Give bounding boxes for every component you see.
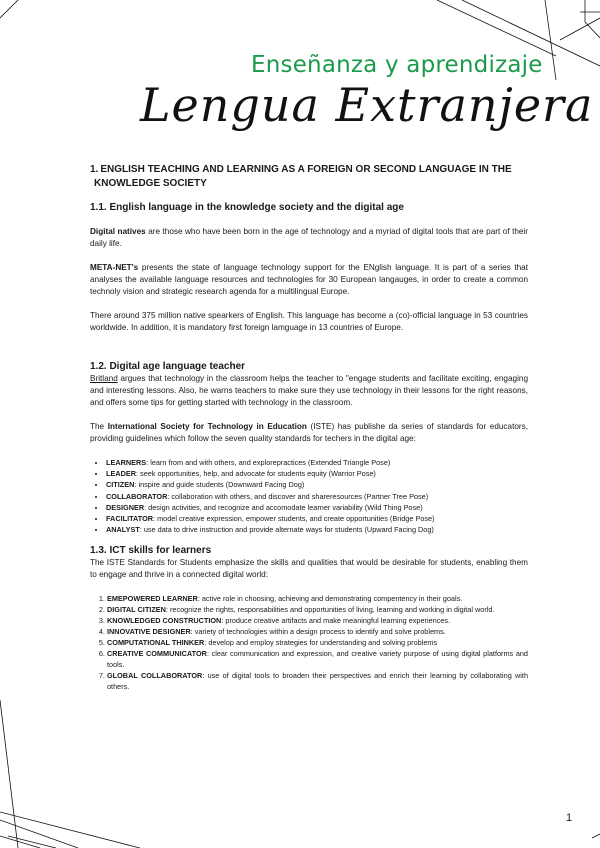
list-item	[107, 637, 528, 648]
list-item-term: COMPUTATIONAL THINKER	[107, 638, 205, 648]
list-item-text: : design activities, and recognize and accomodate learner variability (Wild Thing Pose)	[144, 502, 423, 512]
list-item-text: : inspire and guide students (Downward Facing Dog)	[134, 480, 305, 490]
paragraph-english-speakers: There around 375 million native spearkers of English. This language has become a (co)-official language in 53 countries worldwide. In addition, it is mandatory first foreign lamguage in 13 countries of Europe.	[90, 311, 528, 332]
list-item	[107, 648, 528, 670]
list-item	[107, 604, 528, 615]
paragraph-text: presents the state of language technology support for the ENglish language. It is part of a series that analyses the available language resources and technologies for 30 European langauges, in order to create a common technoly vision and strategic research agenda for a multilingual Europe.	[90, 263, 528, 296]
list-item-term: INNOVATIVE DESIGNER	[107, 627, 191, 637]
list-item	[106, 513, 528, 524]
teacher-standards-list	[90, 457, 528, 535]
list-item-term: ANALYST	[106, 525, 140, 535]
paragraph-meta-net	[90, 262, 528, 298]
section-1-2-heading: 1.2. Digital age language teacher	[90, 361, 246, 372]
list-item-text: : collaboration with others, and discover and shareresources (Partner Tree Pose)	[167, 491, 429, 501]
list-item-text: : use of digital tools to broaden their perspectives and enrich their learning by collaborating with others.	[107, 671, 528, 692]
list-item	[106, 468, 528, 479]
student-standards-list	[90, 593, 528, 692]
paragraph-text: argues that technology in the classroom helps the teacher to "engage students and facilitate exciting, engaging and interesting lessons. Also, he warns teachers to make sure they use technology in their lessons for the right reasons, and offers some tips for getting started with technology in the classroom.	[90, 374, 528, 407]
list-item-term: LEARNERS	[106, 458, 147, 467]
term-meta-net: META-NET's	[90, 263, 139, 272]
paragraph-digital-natives	[90, 226, 528, 250]
list-item-text: : learn from and with others, and explorepractices (Extended Triangle Pose)	[146, 458, 391, 467]
list-item-term: LEADER	[106, 469, 136, 479]
list-item-text: : recognize the rights, responsabilities and opportunities of living, learning and working in digital world.	[165, 605, 495, 615]
list-item-text: : clear communication and expression, and creative variety purpose of using digital platforms and tools.	[107, 649, 528, 670]
list-item-term: CITIZEN	[106, 480, 135, 490]
list-item	[107, 670, 528, 692]
list-item-text: : variety of technologies within a design process to identify and solve problems.	[190, 627, 446, 637]
section-1-title-line1: ENGLISH TEACHING AND LEARNING AS A FOREIGN OR SECOND LANGUAGE IN THE	[100, 164, 512, 175]
list-item	[106, 457, 528, 468]
paragraph-iste-students: The ISTE Standards for Students emphasize the skills and qualities that would be desirable for students, enabling them to engage and thrive in a connected digital world:	[90, 558, 528, 580]
header-title: Lengua Extranjera	[140, 78, 594, 132]
list-item	[107, 615, 528, 626]
list-item-text: : seek opportunities, help, and advocate for students equity (Warrior Pose)	[136, 469, 376, 479]
list-item	[106, 502, 528, 513]
list-item-term: FACILITATOR	[106, 514, 154, 524]
document-body	[90, 163, 528, 692]
list-item-text: : use data to drive instruction and provide alternate ways for students (Upward Facing Dog)	[139, 525, 434, 535]
list-item-term: DIGITAL CITIZEN	[107, 605, 166, 615]
section-1-title-line2: KNOWLEDGE SOCIETY	[94, 178, 207, 189]
list-item-term: CREATIVE COMMUNICATOR	[107, 649, 207, 659]
paragraph-iste	[90, 421, 528, 445]
list-item-term: COLLABORATOR	[106, 491, 168, 501]
list-item	[107, 626, 528, 637]
list-item-term: GLOBAL COLLABORATOR	[107, 671, 203, 681]
list-item-text: : model creative expression, empower students, and create opportunities (Bridge Pose)	[153, 514, 435, 524]
list-item	[107, 593, 528, 604]
header-subtitle: Enseñanza y aprendizaje	[251, 52, 543, 78]
list-item	[106, 524, 528, 535]
section-1-1-heading: 1.1. English language in the knowledge society and the digital age	[90, 202, 404, 213]
page-number: 1	[566, 812, 573, 824]
paragraph-text: are those who have been born in the age of technology and a myriad of digital tools that are part of their daily life.	[90, 227, 528, 248]
list-item	[106, 491, 528, 502]
list-item	[106, 479, 528, 490]
list-item-text: : develop and employ strategies for understanding and solving problems	[204, 638, 438, 648]
term-digital-natives: Digital natives	[90, 227, 146, 236]
list-item-term: DESIGNER	[106, 502, 145, 512]
britland-link[interactable]: Britland	[90, 374, 118, 383]
list-item-text: : produce creative artifacts and make meaningful learning experiences.	[221, 616, 451, 626]
section-1-heading	[86, 163, 528, 191]
paragraph-text: (ISTE) has publishe da series of standards for educators, providing guidelines which follow the seven quality standards for techers in the digital age:	[90, 422, 528, 443]
term-iste: International Society for Technology in Education	[107, 422, 307, 431]
list-item-term: KNOWLEDGED CONSTRUCTION	[107, 616, 222, 626]
section-1-3-heading: 1.3. ICT skills for learners	[90, 545, 212, 557]
list-item-text: : active role in choosing, achieving and demonstrating compentency in their goals.	[197, 594, 463, 604]
section-1-number: 1.	[90, 164, 99, 175]
list-item-term: EMEPOWERED LEARNER	[107, 594, 198, 604]
paragraph-britland	[90, 373, 528, 409]
paragraph-text: The	[90, 422, 108, 431]
